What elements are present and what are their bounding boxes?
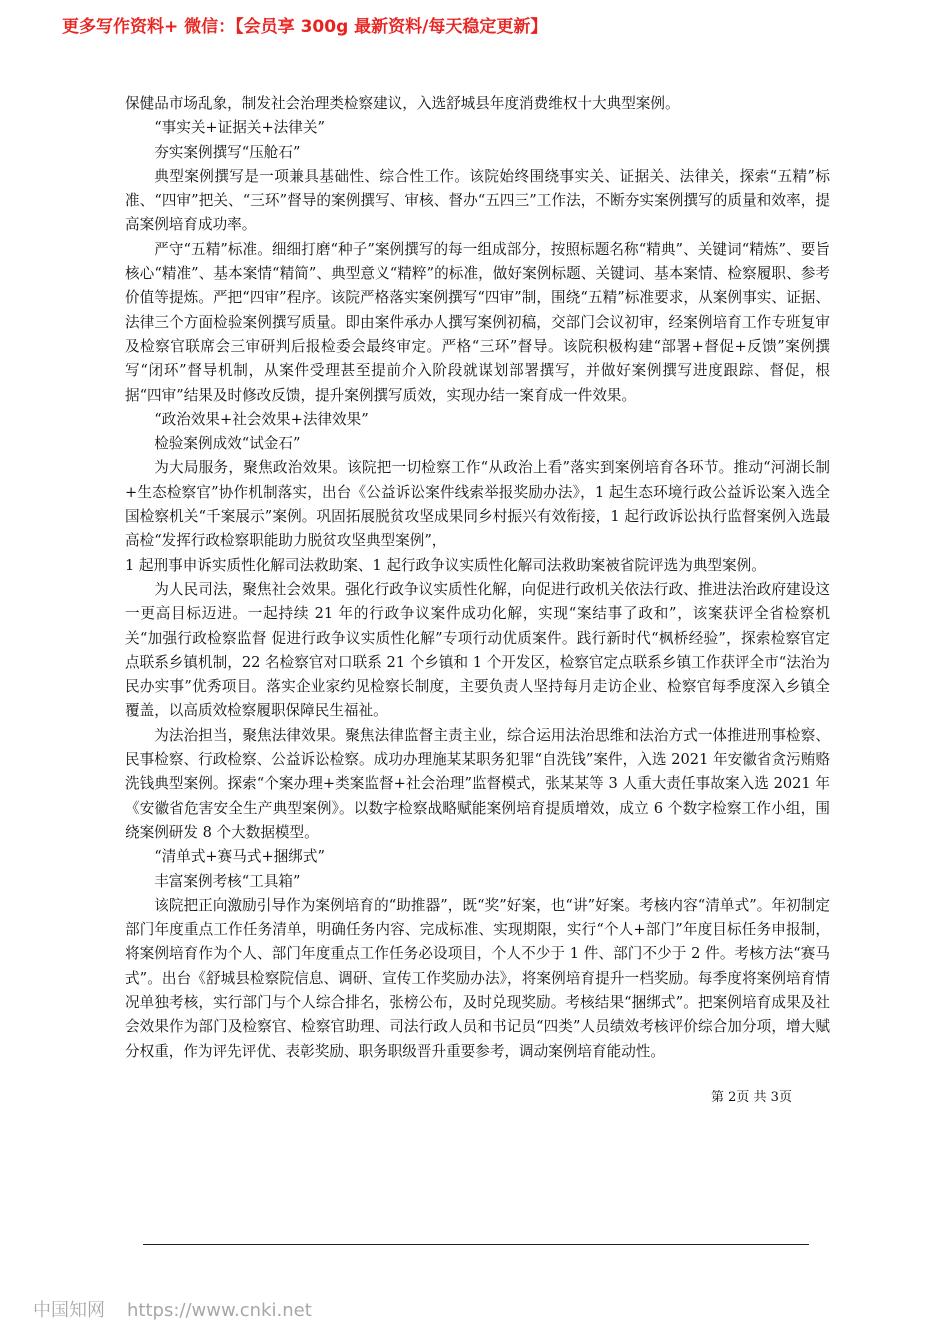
- page-number: 第 2页 共 3页: [711, 1090, 792, 1105]
- paragraph: 1 起刑事申诉实质性化解司法救助案、1 起行政争议实质性化解司法救助案被省院评选为典型案例。: [125, 556, 766, 574]
- paragraph: 该院把正向激励引导作为案例培育的“助推器”，既“奖”好案，也“讲”好案。考核内容“清单式”。年初制定部门年度重点工作任务清单，明确任务内容、完成标准、实现期限，实行“个人+部门”年度目标任务申报制，将案例培育作为个人、部门年度重点工作任务必设项目，个人不少于 1 件、部门不少于 2 件。考核方法“赛马式”。出台《舒城县检察院信息、调研、宣传工作奖励办法》，将案例培育提升一档奖励。每季度将案例培育情况单独考核，实行部门与个人综合排名，张榜公布，及时兑现奖励。考核结果“捆绑式”。把案例培育成果及社会效果作为部门及检察官、检察官助理、司法行政人员和书记员“四类”人员绩效考核评价综合加分项，增大赋分权重，作为评先评优、表彰奖励、职务职级晋升重要参考，调动案例培育能动性。: [125, 896, 830, 1060]
- paragraph: 典型案例撰写是一项兼具基础性、综合性工作。该院始终围绕事实关、证据关、法律关，探索“五精”标准、“四审”把关、“三环”督导的案例撰写、审核、督办“五四三”工作法，不断夯实案例撰写的质量和效率，提高案例培育成功率。: [125, 167, 830, 234]
- paragraph: 为人民司法，聚焦社会效果。强化行政争议实质性化解，向促进行政机关依法行政、推进法治政府建设这一更高目标迈进。一起持续 21 年的行政争议案件成功化解，实现“案结事了政和”，该案获评全省检察机关“加强行政检察监督 促进行政争议实质性化解”专项行动优质案件。践行新时代“枫桥经验”，探索检察官定点联系乡镇机制，22 名检察官对口联系 21 个乡镇和 1 个开发区，检察官定点联系乡镇工作获评全市“法治为民办实事”优秀项目。落实企业家约见检察长制度，主要负责人坚持每月走访企业、检察官每季度深入乡镇全覆盖，以高质效检察履职保障民生福祉。: [125, 580, 830, 720]
- watermark-url: https://www.cnki.net: [127, 1300, 312, 1321]
- paragraph: 为法治担当，聚焦法律效果。聚焦法律监督主责主业，综合运用法治思维和法治方式一体推进刑事检察、民事检察、行政检察、公益诉讼检察。成功办理施某某职务犯罪“自洗钱”案件，入选 2021 年安徽省贪污贿赂洗钱典型案例。探索“个案办理+类案监督+社会治理”监督模式，张某某等 3 人重大责任事故案入选 2021 年《安徽省危害安全生产典型案例》。以数字检察战略赋能案例培育提质增效，成立 6 个数字检察工作小组，围绕案例研发 8 个大数据模型。: [125, 726, 830, 841]
- section-heading: “事实关+证据关+法律关”: [154, 119, 325, 137]
- section-heading: “政治效果+社会效果+法律效果”: [154, 410, 369, 428]
- footer-divider: [143, 1244, 809, 1245]
- section-subheading: 夯实案例撰写“压舱石”: [154, 143, 301, 161]
- section-heading: “清单式+赛马式+捆绑式”: [154, 848, 325, 866]
- section-subheading: 检验案例成效“试金石”: [154, 435, 301, 453]
- watermark-site-name: 中国知网: [33, 1300, 105, 1321]
- section-subheading: 丰富案例考核“工具箱”: [154, 872, 301, 890]
- document-body: [125, 92, 830, 1064]
- paragraph: 保健品市场乱象，制发社会治理类检察建议，入选舒城县年度消费维权十大典型案例。: [125, 95, 680, 112]
- paragraph: 为大局服务，聚焦政治效果。该院把一切检察工作“从政治上看”落实到案例培育各环节。推动“河湖长制+生态检察官”协作机制落实，出台《公益诉讼案件线索举报奖励办法》，1 起生态环境行政公益诉讼案入选全国检察机关“千案展示”案例。巩固拓展脱贫攻坚成果同乡村振兴有效衔接，1 起行政诉讼执行监督案例入选最高检“发挥行政检察职能助力脱贫攻坚典型案例”，: [125, 459, 830, 550]
- watermark: [33, 1296, 334, 1322]
- promo-banner: 更多写作资料+ 微信：【会员享 300g 最新资料/每天稳定更新】: [62, 17, 548, 37]
- paragraph: 严守“五精”标准。细细打磨“种子”案例撰写的每一组成部分，按照标题名称“精典”、关键词“精炼”、要旨核心“精准”、基本案情“精简”、典型意义“精粹”的标准，做好案例标题、关键词、基本案情、检察履职、参考价值等提炼。严把“四审”程序。该院严格落实案例撰写“四审”制，围绕“五精”标准要求，从案例事实、证据、法律三个方面检验案例撰写质量。即由案件承办人撰写案例初稿，交部门会议初审，经案例培育工作专班复审及检察官联席会三审研判后报检委会最终审定。严格“三环”督导。该院积极构建“部署+督促+反馈”案例撰写“闭环”督导机制，从案件受理甚至提前介入阶段就谋划部署撰写，并做好案例撰写进度跟踪、督促，根据“四审”结果及时修改反馈，提升案例撰写质效，实现办结一案育成一件效果。: [125, 240, 830, 404]
